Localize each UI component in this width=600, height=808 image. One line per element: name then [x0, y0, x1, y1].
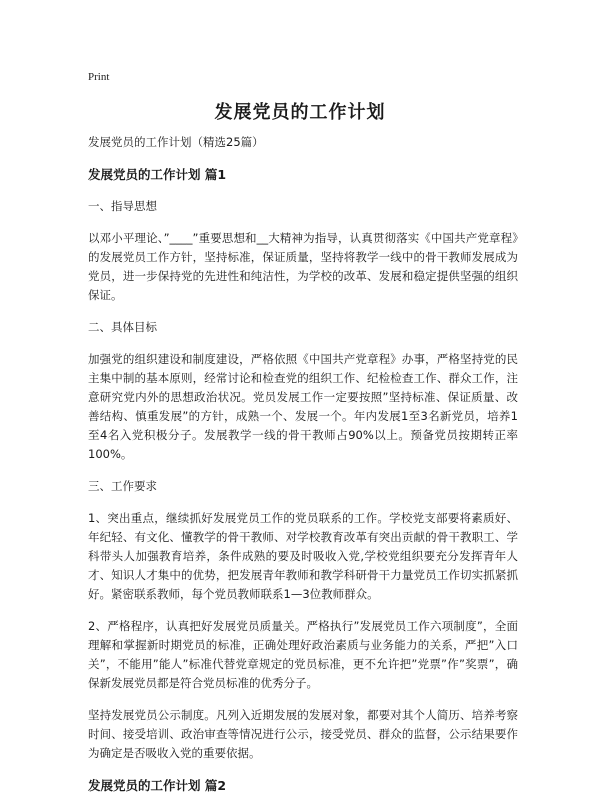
paragraph-guiding-ideology: 以邓小平理论、”____”重要思想和__大精神为指导，认真贯彻落实《中国共产党章程》的发展党员工作方针，坚持标准，保证质量，坚持将教学一线中的骨干教师发展成为党员，进一步保持党的先进性和纯洁性，为学校的改革、发展和稳定提供坚强的组织保证。: [88, 231, 518, 302]
paragraph-requirement-1: 1、突出重点，继续抓好发展党员工作的党员联系的工作。学校党支部要将素质好、年纪轻、有文化、懂教学的骨干教师、对学校教育改革有突出贡献的骨干教职工、学科带头人加强教育培养，条件成熟的要及时吸收入党,学校党组织要充分发挥青年人才、知识人才集中的优势，把发展青年教师和教学科研骨干力量党员工作切实抓紧抓好。紧密联系教师，每个党员教师联系1—3位教师群众。: [88, 511, 518, 601]
section-heading-specific-goals: 二、具体目标: [88, 320, 157, 334]
page-title: 发展党员的工作计划: [214, 102, 386, 123]
article-body: [88, 133, 518, 808]
section-heading-work-requirements: 三、工作要求: [88, 479, 157, 493]
paragraph-requirement-2: 2、严格程序，认真把好发展党员质量关。严格执行”发展党员工作六项制度”，全面理解和掌握新时期党员的标准，正确处理好政治素质与业务能力的关系，严把”入口关”，不能用”能人”标准代替党章规定的党员标准，更不允许把”党票”作”奖票”，确保新发展党员都是符合党员标准的优秀分子。: [88, 619, 518, 690]
paragraph-specific-goals: 加强党的组织建设和制度建设，严格依照《中国共产党章程》办事，严格坚持党的民主集中制的基本原则，经常讨论和检查党的组织工作、纪检检查工作、群众工作，注意研究党内外的思想政治状况。党员发展工作一定要按照”坚持标准、保证质量、改善结构、慎重发展”的方针，成熟一个、发展一个。年内发展1至3名新党员，培养1至4名入党积极分子。发展教学一线的骨干教师占90%以上。预备党员按期转正率100%。: [88, 352, 518, 461]
article-subtitle: 发展党员的工作计划（精选25篇）: [88, 135, 264, 149]
print-link[interactable]: Print: [88, 71, 110, 83]
plan-2-heading: 发展党员的工作计划 篇2: [88, 778, 227, 793]
plan-1-heading: 发展党员的工作计划 篇1: [88, 167, 227, 182]
paragraph-public-notice: 坚持发展党员公示制度。凡列入近期发展的发展对象，都要对其个人简历、培养考察时间、接受培训、政治审查等情况进行公示，接受党员、群众的监督，公示结果要作为确定是否吸收入党的重要依据。: [88, 708, 518, 760]
section-heading-guiding-ideology: 一、指导思想: [88, 199, 157, 213]
